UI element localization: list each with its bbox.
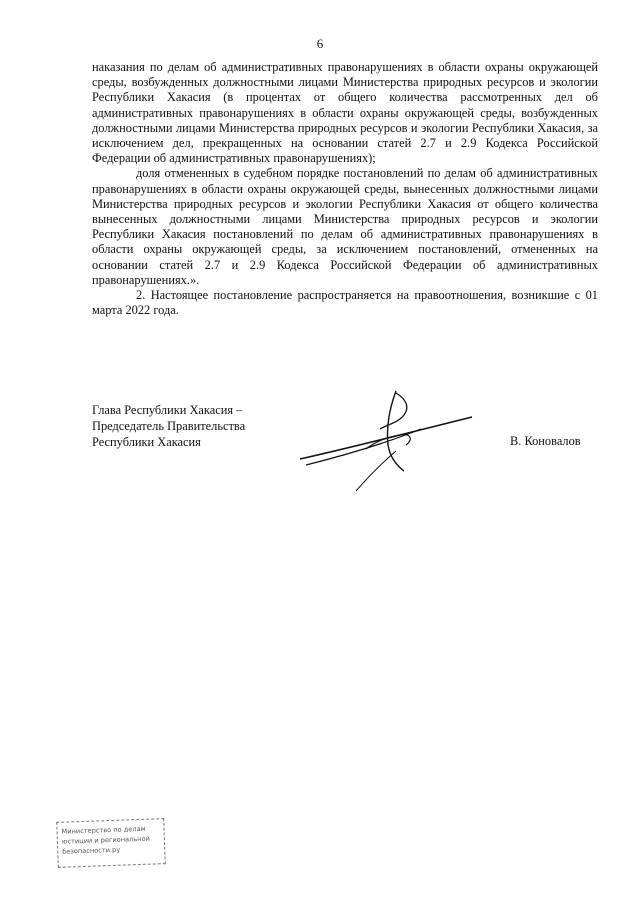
signatory-position-line: Глава Республики Хакасия – [92, 403, 243, 417]
electronic-copy-stamp [56, 818, 166, 868]
stamp-line: юстиции и региональной [61, 834, 150, 846]
signatory-position-line: Республики Хакасия [92, 435, 201, 449]
page-number: 6 [316, 36, 324, 51]
signer-name: В. Коновалов [510, 434, 581, 448]
signatory-position-line: Председатель Правительства [92, 419, 246, 433]
handwritten-signature [296, 385, 476, 495]
stamp-line: безопасности.ру [62, 845, 121, 856]
paragraph-effective-date: 2. Настоящее постановление распространяется на правоотношения, возникшие с 01 марта 2022 года. [92, 288, 598, 318]
document-body [92, 60, 598, 318]
paragraph-continuation: наказания по делам об административных правонарушениях в области охраны окружающей среды, возбужденных должностными лицами Министерства природных ресурсов и экологии Республики Хакасия (в процентах от общего количества рассмотренных дел об административных правонарушениях в области охраны окружающей среды, возбужденных должностными лицами Министерства природных ресурсов и экологии Республики Хакасия, за исключением дел, прекращенных на основании статей 2.7 и 2.9 Кодекса Российской Федерации об административных правонарушениях); [92, 60, 598, 166]
stamp-line: Министерство по делам [61, 824, 146, 836]
paragraph-share-of-cancelled: доля отмененных в судебном порядке постановлений по делам об административных правонарушениях в области охраны окружающей среды, вынесенных должностными лицами Министерства природных ресурсов и экологии Республики Хакасия от общего количества вынесенных должностными лицами Министерства природных ресурсов и экологии Республики Хакасия постановлений по делам об административных правонарушениях в области охраны окружающей среды, за исключением постановлений, отмененных на основании статей 2.7 и 2.9 Кодекса Российской Федерации об административных правонарушениях.». [92, 166, 598, 287]
signatory-position [92, 402, 245, 450]
